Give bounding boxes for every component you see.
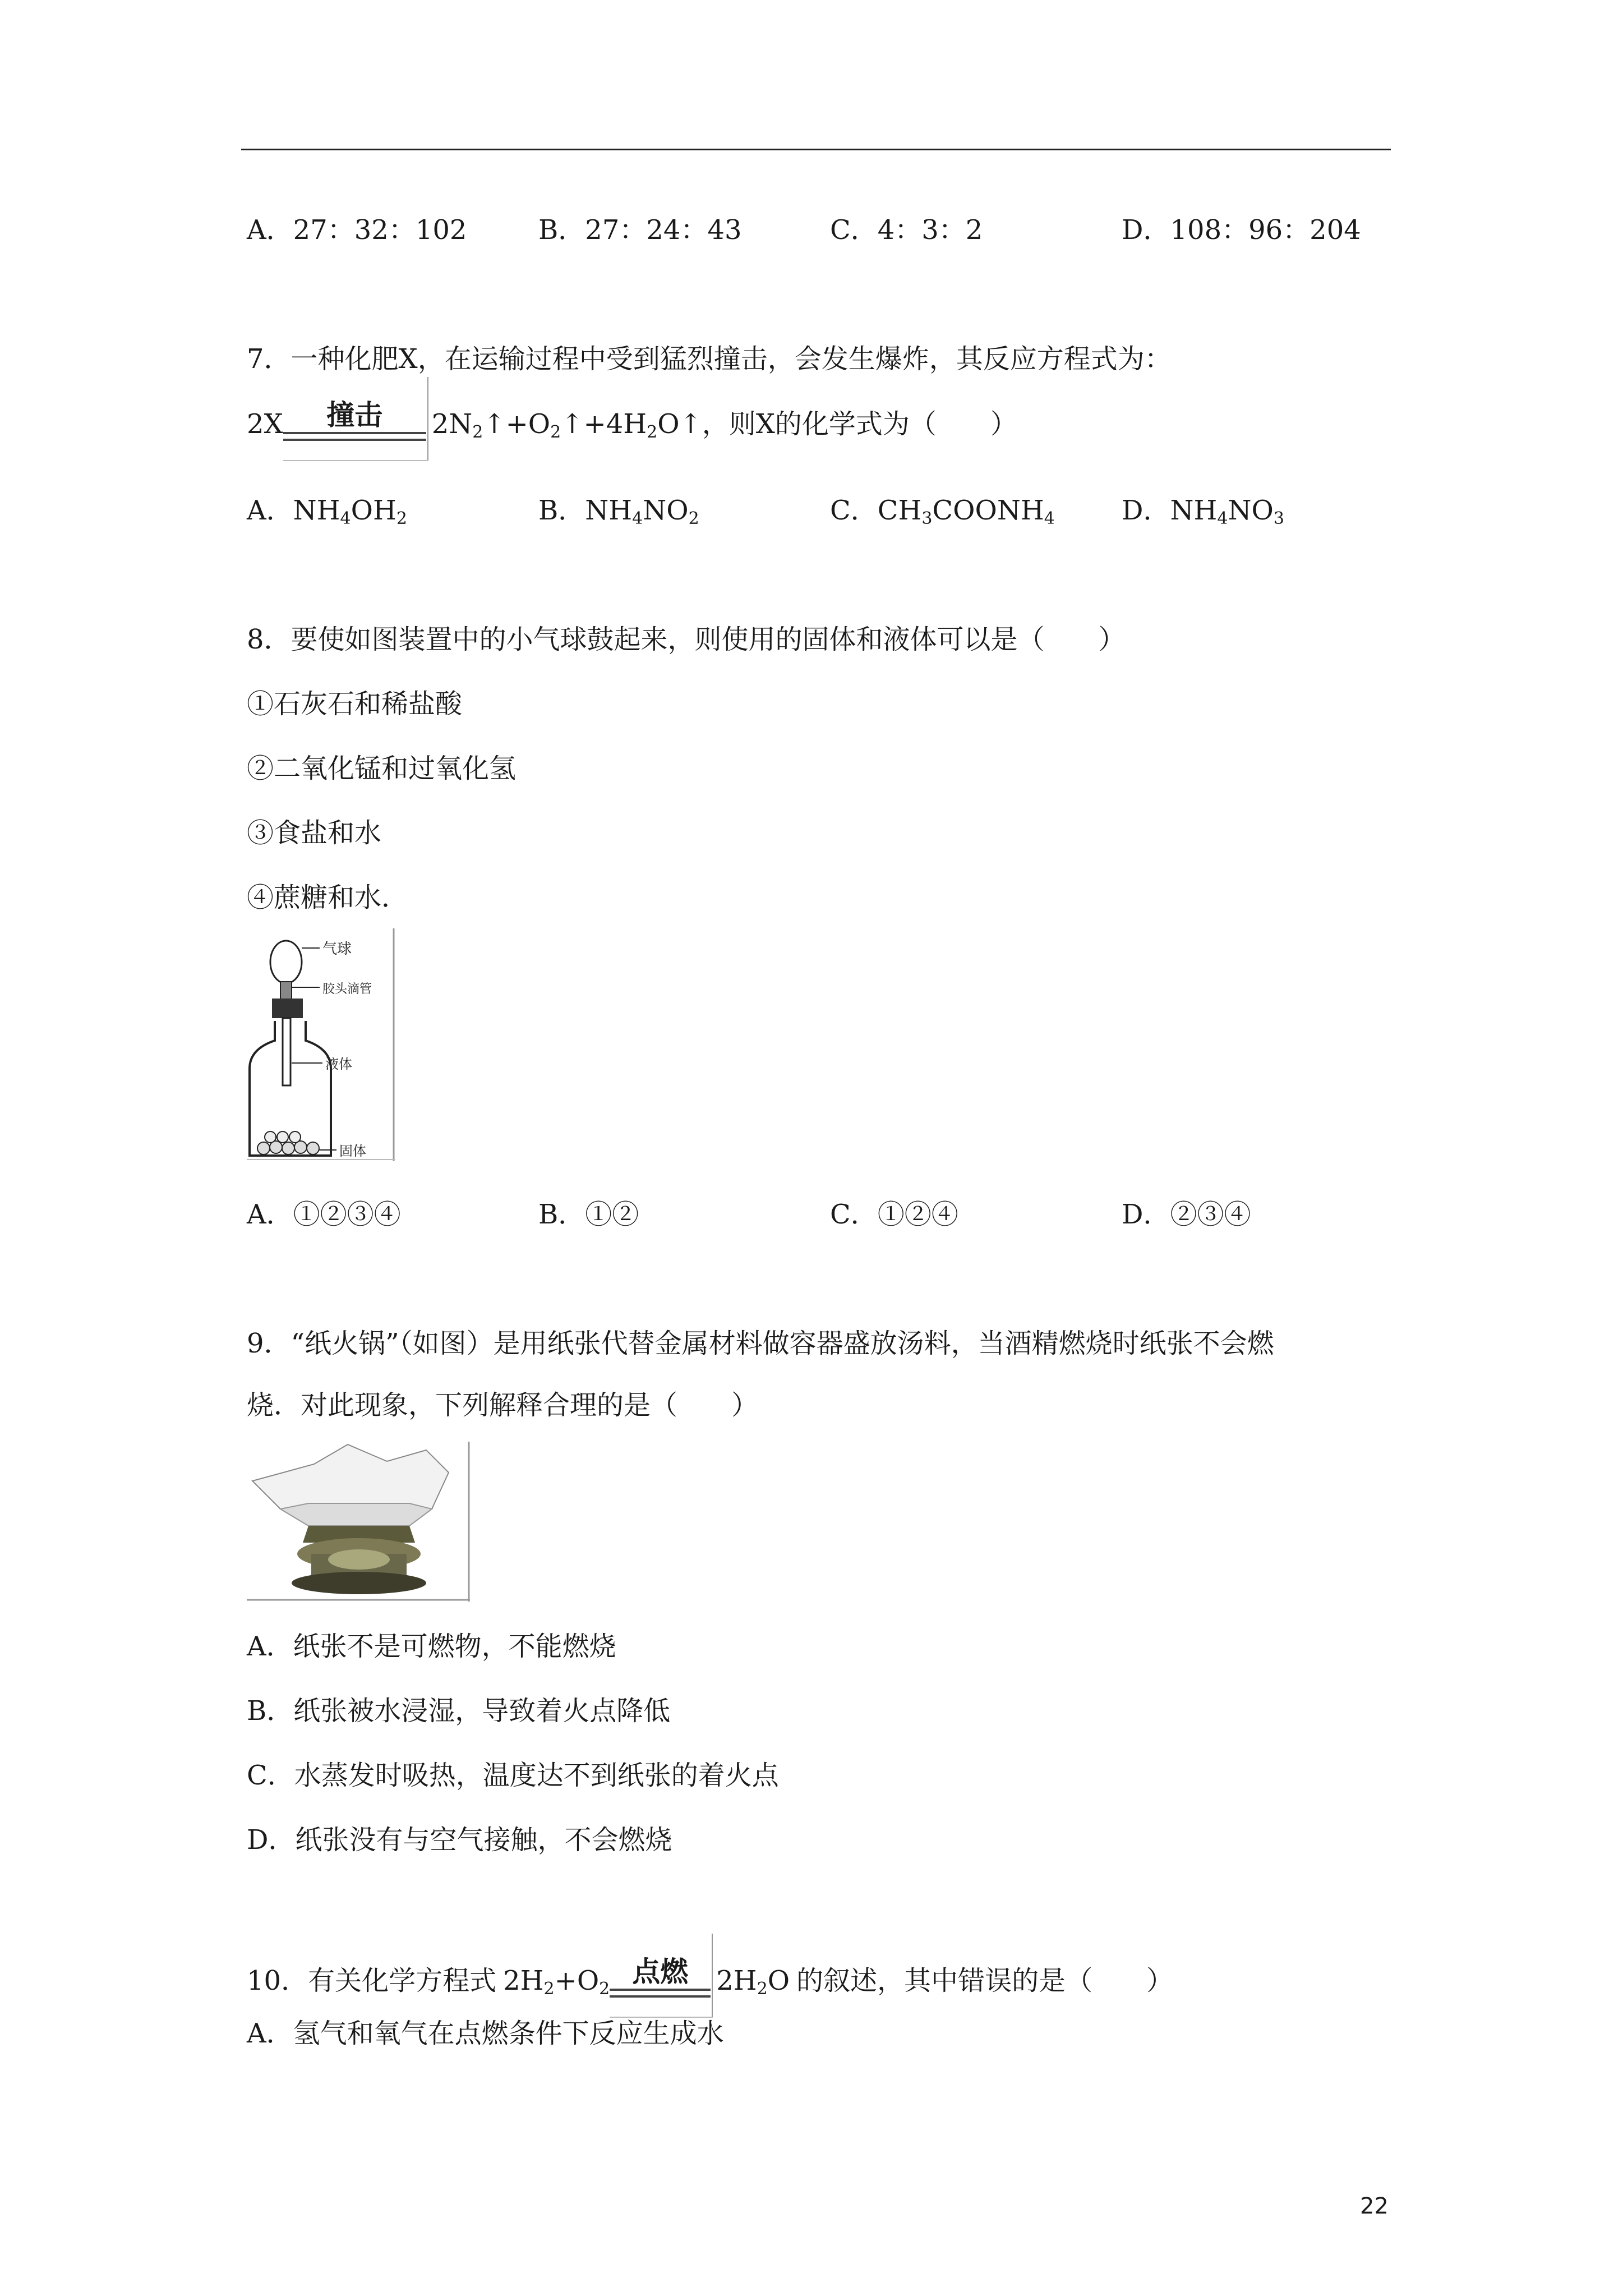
q7-stem: 7．一种化肥X，在运输过程中受到猛烈撞击，会发生爆炸，其反应方程式为： (247, 343, 1172, 375)
q7-option-d: D．$NH_4NO_3$ (1122, 495, 1284, 528)
q10-option-a: A．氢气和氧气在点燃条件下反应生成水 (247, 2018, 724, 2049)
q10-stem: 10．有关化学方程式 $2H_2+O_2$ 点燃 $2H_2O$ 的叙述，其中错误的是（ ） (247, 1955, 1173, 1998)
q8-item-1: ①石灰石和稀盐酸 (247, 688, 463, 720)
q8-item-2: ②二氧化锰和过氧化氢 (247, 753, 517, 784)
q9-option-c: C．水蒸发时吸热，温度达不到纸张的着火点 (247, 1760, 779, 1791)
page-number: 22 (1360, 2193, 1389, 2219)
q7-condition-label: 撞击 (326, 399, 383, 431)
q7-option-a: A．$NH_4OH_2$ (247, 495, 407, 528)
q8-option-b: B．①② (538, 1199, 639, 1230)
balloon-apparatus-drawing (247, 928, 398, 1161)
label-balloon: 气球 (322, 941, 352, 958)
q6-option-c: C．4：3：2 (830, 214, 983, 246)
q7-option-c: C．$CH_3COONH_4$ (830, 495, 1055, 528)
q8-item-4: ④蔗糖和水． (247, 882, 409, 913)
q8-option-d: D．②③④ (1122, 1199, 1251, 1230)
label-solid: 固体 (339, 1143, 366, 1159)
q6-option-d: D．108：96：204 (1122, 214, 1361, 246)
header-rule (241, 149, 1391, 150)
q10-equal-sign (610, 1989, 711, 1998)
q7-equal-sign (283, 432, 426, 441)
q9-option-a: A．纸张不是可燃物，不能燃烧 (247, 1631, 616, 1662)
label-dropper: 胶头滴管 (322, 982, 372, 996)
label-liquid: 液体 (325, 1056, 352, 1072)
q7-eq-rhs: O↑，则X的化学式为（ ） (657, 408, 1017, 440)
q8-item-3: ③食盐和水 (247, 817, 382, 849)
q9-stem-line1: 9．“纸火锅”（如图）是用纸张代替金属材料做容器盛放汤料，当酒精燃烧时纸张不会燃 (247, 1328, 1274, 1359)
q7-equation: 2X 撞击 $2N_2↑+O_2↑+4H_2O↑$，则X的化学式为（ ） (247, 398, 1017, 441)
q9-option-b: B．纸张被水浸湿，导致着火点降低 (247, 1695, 671, 1727)
q7-option-b: B．$NH_4NO_2$ (538, 495, 699, 528)
q10-condition-label: 点燃 (632, 1955, 689, 1988)
q8-option-a: A．①②③④ (247, 1199, 401, 1230)
q8-option-c: C．①②④ (830, 1199, 958, 1230)
q7-reaction-condition (283, 398, 426, 441)
q10-prefix: 10．有关化学方程式 (247, 1965, 497, 1996)
paper-hotpot-drawing (247, 1442, 471, 1602)
q10-reaction-condition (610, 1955, 711, 1998)
q9-option-d: D．纸张没有与空气接触，不会燃烧 (247, 1824, 672, 1856)
q6-option-a: A．27：32：102 (247, 214, 467, 246)
balloon-apparatus-figure (247, 928, 398, 1161)
q10-suffix: 的叙述，其中错误的是（ ） (796, 1965, 1174, 1996)
paper-hotpot-figure (247, 1442, 471, 1602)
q7-eq-lhs: 2X (247, 408, 283, 440)
q8-stem: 8．要使如图装置中的小气球鼓起来，则使用的固体和液体可以是（ ） (247, 624, 1126, 655)
q9-stem-line2: 烧．对此现象，下列解释合理的是（ ） (247, 1389, 759, 1421)
q6-option-b: B．27：24：43 (538, 214, 742, 246)
